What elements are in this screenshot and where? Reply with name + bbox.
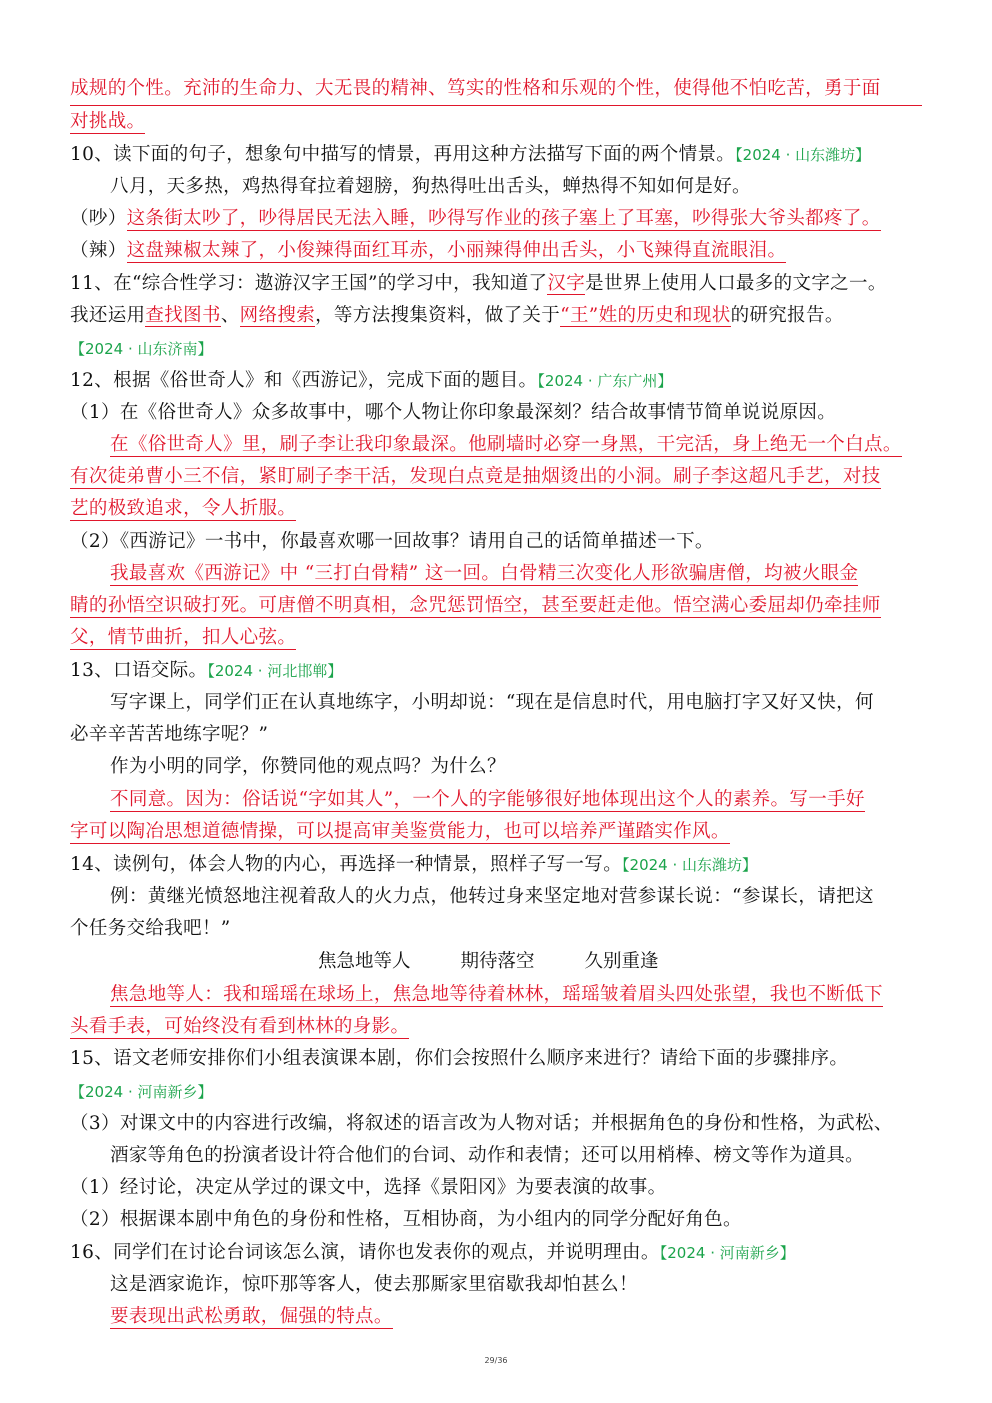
question-11: 11、在“综合性学习：遨游汉字王国”的学习中，我知道了汉字是世界上使用人口最多的文字之一。 xyxy=(70,273,887,294)
source-tag: 【2024 · 山东潍坊】 xyxy=(622,856,758,874)
source-tag: 【2024 · 河南新乡】 xyxy=(659,1244,795,1262)
answer-line: 艺的极致追求，令人折服。 xyxy=(70,498,297,519)
step-item: （3）对课文中的内容进行改编，将叙述的语言改为人物对话；并根据角色的身份和性格，为武松、 xyxy=(70,1113,893,1134)
answer-line: 在《俗世奇人》里，刷子李让我印象最深。他刷墙时必穿一身黑，干完活，身上绝无一个白点。 xyxy=(110,434,902,455)
example-sentence: 个任务交给我吧！” xyxy=(70,918,231,939)
source-tag: 【2024 · 山东潍坊】 xyxy=(735,146,871,164)
answer-line: 我最喜欢《西游记》中 “三打白骨精” 这一回。白骨精三次变化人形欲骗唐僧，均被火眼金 xyxy=(110,563,859,584)
answer-line: 有次徒弟曹小三不信，紧盯刷子李干活，发现白点竟是抽烟烫出的小洞。刷子李这超凡手艺，对技 xyxy=(70,466,881,487)
question-12-1: （1）在《俗世奇人》众多故事中，哪个人物让你印象最深刻？结合故事情节简单说说原因。 xyxy=(70,402,837,423)
example-sentence: 例：黄继光愤怒地注视着敌人的火力点，他转过身来坚定地对营参谋长说：“参谋长，请把这 xyxy=(110,886,874,907)
question-14: 14、读例句，体会人物的内心，再选择一种情景，照样子写一写。【2024 · 山东潍坊】 xyxy=(70,854,758,875)
answer-line: （辣）这盘辣椒太辣了，小俊辣得面红耳赤，小丽辣得伸出舌头，小飞辣得直流眼泪。 xyxy=(70,240,787,261)
question-11-cont: 我还运用查找图书、网络搜索，等方法搜集资料，做了关于“王”姓的历史和现状的研究报告。 xyxy=(70,305,844,326)
step-item: （1）经讨论，决定从学过的课文中，选择《景阳冈》为要表演的故事。 xyxy=(70,1177,667,1198)
source-tag: 【2024 · 广东广州】 xyxy=(537,372,673,390)
answer-line: 头看手表，可始终没有看到林林的身影。 xyxy=(70,1016,410,1037)
answer-line: 要表现出武松勇敢，倔强的特点。 xyxy=(110,1306,393,1327)
answer-line: 不同意。因为：俗话说“字如其人”，一个人的字能够很好地体现出这个人的素养。写一手好 xyxy=(110,789,865,810)
answer-line: 焦急地等人：我和瑶瑶在球场上，焦急地等待着林林，瑶瑶皱着眉头四处张望，我也不断低下 xyxy=(110,984,883,1005)
source-tag: 【2024 · 河北邯郸】 xyxy=(207,662,343,680)
page-number: 29/36 xyxy=(484,1356,508,1365)
question-12: 12、根据《俗世奇人》和《西游记》，完成下面的题目。【2024 · 广东广州】 xyxy=(70,370,673,391)
step-item: 酒家等角色的扮演者设计符合他们的台词、动作和表情；还可以用梢棒、榜文等作为道具。 xyxy=(110,1145,865,1166)
answer-line: 睛的孙悟空识破打死。可唐僧不明真相，念咒惩罚悟空，甚至要赶走他。悟空满心委屈却仍牵挂师 xyxy=(70,595,881,616)
quoted-line: 这是酒家诡诈，惊吓那等客人，使去那厮家里宿歇我却怕甚么！ xyxy=(110,1274,638,1295)
question-13: 13、口语交际。【2024 · 河北邯郸】 xyxy=(70,660,343,681)
question-15: 15、语文老师安排你们小组表演课本剧，你们会按照什么顺序来进行？请给下面的步骤排序。 xyxy=(70,1048,849,1069)
step-item: （2）根据课本剧中角色的身份和性格，互相协商，为小组内的同学分配好角色。 xyxy=(70,1209,742,1230)
question-text: 作为小明的同学，你赞同他的观点吗？为什么？ xyxy=(110,756,506,777)
situation-options xyxy=(318,947,709,977)
example-sentence: 八月，天多热，鸡热得耷拉着翅膀，狗热得吐出舌头，蝉热得不知如何是好。 xyxy=(110,176,751,197)
option-item: 期待落空 xyxy=(460,951,535,972)
answer-line: 父，情节曲折，扣人心弦。 xyxy=(70,627,297,648)
answer-line: 字可以陶冶思想道德情操，可以提高审美鉴赏能力，也可以培养严谨踏实作风。 xyxy=(70,821,730,842)
answer-line: （吵）这条街太吵了，吵得居民无法入睡，吵得写作业的孩子塞上了耳塞，吵得张大爷头都疼了。 xyxy=(70,208,881,229)
question-16: 16、同学们在讨论台词该怎么演，请你也发表你的观点，并说明理由。【2024 · 河南新乡】 xyxy=(70,1242,795,1263)
question-10: 10、读下面的句子，想象句中描写的情景，再用这种方法描写下面的两个情景。【2024 · 山东潍坊】 xyxy=(70,144,871,165)
option-item: 焦急地等人 xyxy=(318,951,411,972)
answer-line: 对挑战。 xyxy=(70,111,146,132)
answer-line: 成规的个性。充沛的生命力、大无畏的精神、笃实的性格和乐观的个性，使得他不怕吃苦，勇于面 xyxy=(70,74,922,106)
source-tag-line: 【2024 · 河南新乡】 xyxy=(70,1083,213,1101)
question-text: 必辛辛苦苦地练字呢？” xyxy=(70,724,269,745)
question-text: 写字课上，同学们正在认真地练字，小明却说：“现在是信息时代，用电脑打字又好又快，何 xyxy=(110,692,874,713)
question-12-2: （2）《西游记》一书中，你最喜欢哪一回故事？请用自己的话简单描述一下。 xyxy=(70,531,714,552)
source-tag-line: 【2024 · 山东济南】 xyxy=(70,340,213,358)
option-item: 久别重逢 xyxy=(584,951,659,972)
